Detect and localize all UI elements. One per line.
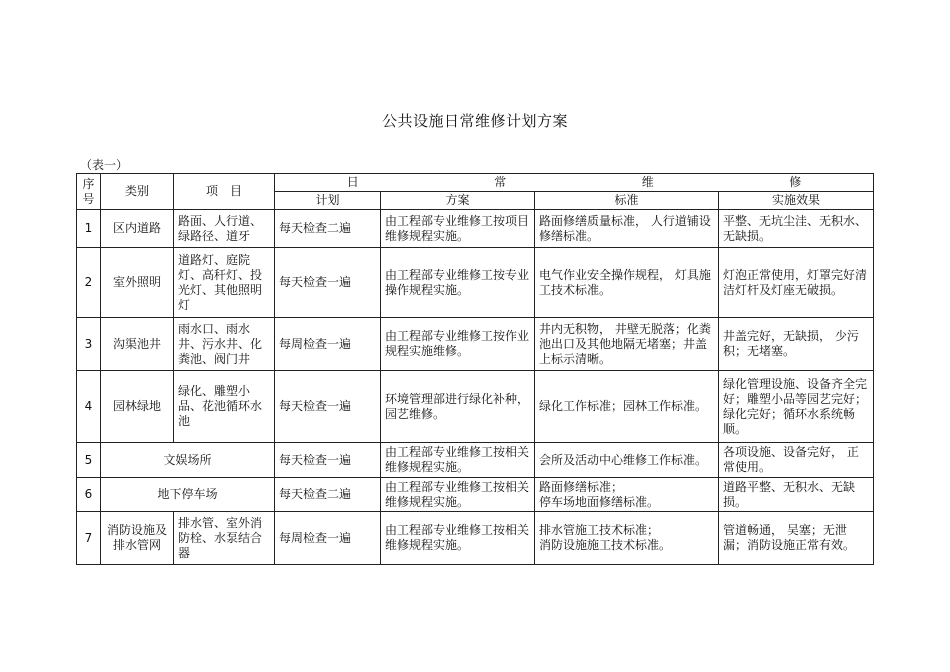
row-standard: 绿化工作标准；园林工作标准。: [535, 371, 719, 443]
row-no: 5: [77, 443, 101, 478]
row-effect: 井盖完好，无缺损， 少污积；无堵塞。: [719, 318, 874, 371]
row-scheme: 由工程部专业维修工按项目维修规程实施。: [381, 210, 535, 248]
header-daily-maintenance: [275, 174, 874, 192]
row-scheme: 由工程部专业维修工按相关维修规程实施。: [381, 443, 535, 478]
header-group-char: 修: [789, 175, 802, 189]
row-item: 道路灯、庭院灯、高秆灯、投光灯、其他照明灯: [174, 248, 275, 318]
table-row: [77, 512, 874, 565]
row-plan: 每周检查一遍: [275, 318, 381, 371]
row-scheme: 由工程部专业维修工按相关维修规程实施。: [381, 478, 535, 512]
row-no: 6: [77, 478, 101, 512]
table-row: [77, 443, 874, 478]
header-group-char: 常: [494, 175, 507, 189]
table-row: [77, 248, 874, 318]
row-effect: 绿化管理设施、设备齐全完好；雕塑小品等园艺完好；绿化完好；循环水系统畅顺。: [719, 371, 874, 443]
table-row: [77, 371, 874, 443]
row-no: 2: [77, 248, 101, 318]
header-effect: 实施效果: [719, 192, 874, 210]
row-item: 排水管、室外消防栓、水泵结合器: [174, 512, 275, 565]
row-effect: 道路平整、无积水、无缺损。: [719, 478, 874, 512]
row-category: 地下停车场: [101, 478, 275, 512]
table-row: [77, 478, 874, 512]
row-no: 1: [77, 210, 101, 248]
row-plan: 每天检查一遍: [275, 248, 381, 318]
table-row: [77, 318, 874, 371]
row-item: 路面、人行道、绿路径、道牙: [174, 210, 275, 248]
row-no: 4: [77, 371, 101, 443]
maintenance-plan-table: [76, 173, 874, 565]
header-plan: 计划: [275, 192, 381, 210]
row-plan: 每天检查一遍: [275, 443, 381, 478]
document-title: 公共设施日常维修计划方案: [381, 112, 568, 130]
row-category: 室外照明: [101, 248, 174, 318]
row-plan: 每周检查一遍: [275, 512, 381, 565]
row-effect: 平整、无坑尘洼、无积水、无缺损。: [719, 210, 874, 248]
row-no: 7: [77, 512, 101, 565]
row-category: 区内道路: [101, 210, 174, 248]
row-category: 沟渠池井: [101, 318, 174, 371]
row-plan: 每天检查一遍: [275, 371, 381, 443]
header-no: 序号: [77, 174, 101, 210]
row-standard: 电气作业安全操作规程， 灯具施工技术标准。: [535, 248, 719, 318]
header-scheme: 方案: [381, 192, 535, 210]
row-category: 园林绿地: [101, 371, 174, 443]
header-row-1: [77, 174, 874, 192]
table-row: [77, 210, 874, 248]
row-plan: 每天检查二遍: [275, 478, 381, 512]
row-effect: 各项设施、设备完好， 正常使用。: [719, 443, 874, 478]
row-plan: 每天检查二遍: [275, 210, 381, 248]
row-standard: 会所及活动中心维修工作标准。: [535, 443, 719, 478]
row-no: 3: [77, 318, 101, 371]
row-effect: 管道畅通， 吴塞；无泄漏；消防设施正常有效。: [719, 512, 874, 565]
header-item: 项 目: [174, 174, 275, 210]
row-item: 绿化、雕塑小品、花池循环水池: [174, 371, 275, 443]
row-scheme: 环境管理部进行绿化补种，园艺维修。: [381, 371, 535, 443]
header-group-char: 日: [346, 175, 359, 189]
row-item: 雨水口、雨水井、污水井、化粪池、阀门井: [174, 318, 275, 371]
table-note: （表一）: [80, 158, 129, 172]
header-category: 类别: [101, 174, 174, 210]
row-category: 文娱场所: [101, 443, 275, 478]
row-scheme: 由工程部专业维修工按作业规程实施维修。: [381, 318, 535, 371]
header-group-char: 维: [641, 175, 654, 189]
header-standard: 标准: [535, 192, 719, 210]
row-standard: 路面修缮标准； 停车场地面修缮标准。: [535, 478, 719, 512]
row-standard: 井内无积物， 井壁无脱落；化粪池出口及其他地隔无堵塞；井盖上标示清晰。: [535, 318, 719, 371]
row-scheme: 由工程部专业维修工按专业操作规程实施。: [381, 248, 535, 318]
row-standard: 路面修缮质量标准， 人行道铺设修缮标准。: [535, 210, 719, 248]
row-scheme: 由工程部专业维修工按相关维修规程实施。: [381, 512, 535, 565]
row-category: 消防设施及排水管网: [101, 512, 174, 565]
row-standard: 排水管施工技术标准； 消防设施施工技术标准。: [535, 512, 719, 565]
row-effect: 灯泡正常使用，灯罩完好清洁灯杆及灯座无破损。: [719, 248, 874, 318]
